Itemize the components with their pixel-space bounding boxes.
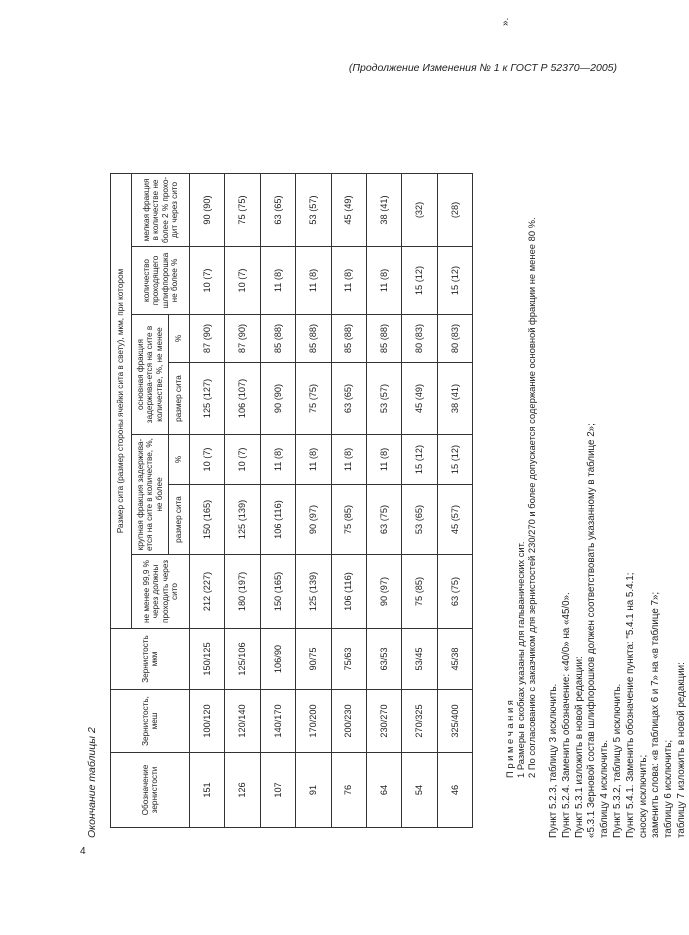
- edit-line: заменить слова: «в таблицах 6 и 7» на «в таблице 7»;: [650, 591, 662, 838]
- table-cell: 63/53: [366, 629, 401, 690]
- table-cell: 100/120: [190, 690, 225, 753]
- table-cell: 106 (107): [225, 363, 260, 435]
- table-cell: 125 (139): [296, 555, 331, 629]
- table-cell: 212 (227): [190, 555, 225, 629]
- edit-line: Пункт 5.2.4. Заменить обозначение: «40/0» на «45/0».: [560, 592, 572, 838]
- table-cell: 45 (57): [437, 485, 472, 555]
- edit-line: Пункт 5.2.3, таблицу 3 исключить.: [548, 683, 559, 838]
- table-cell: 85 (88): [260, 315, 295, 363]
- table-cell: 120/140: [225, 690, 260, 753]
- table-cell: 180 (197): [225, 555, 260, 629]
- note-1: 1 Размеры в скобках указаны для гальванических сит.: [515, 541, 527, 778]
- table-cell: 45 (49): [331, 174, 366, 247]
- table-cell: 11 (8): [331, 247, 366, 315]
- table-cell: 45 (49): [402, 363, 437, 435]
- table-cell: 151: [190, 753, 225, 828]
- table-cell: 90 (97): [296, 485, 331, 555]
- edit-line: сноску исключить;: [637, 754, 649, 838]
- col-header-grit-mesh: Зернистость, меш: [111, 690, 190, 753]
- col-header-main-pct: %: [169, 315, 190, 363]
- col-header-fine-fraction: мелкая фракция в количестве не более 2 % прохо-дит через сито: [132, 174, 190, 247]
- table-cell: 38 (41): [366, 174, 401, 247]
- table-cell: 15 (12): [402, 435, 437, 485]
- table-cell: 125 (139): [225, 485, 260, 555]
- table-row: [402, 174, 437, 828]
- table-cell: 53 (65): [402, 485, 437, 555]
- edit-line: Пункт 5.3.2, таблицу 5 исключить.: [611, 683, 623, 838]
- note-2: 2 По согласованию с заказчиком для зернистостей 230/270 и более допускается содержание основной фракции не менее 80 %.: [526, 217, 538, 778]
- table-cell: 10 (7): [225, 247, 260, 315]
- table-cell: 63 (75): [366, 485, 401, 555]
- table-notes: [504, 217, 538, 778]
- table-cell: 10 (7): [190, 435, 225, 485]
- edit-line: таблицу 7 изложить в новой редакции:: [675, 662, 687, 838]
- table-cell: 325/400: [437, 690, 472, 753]
- table-cell: 90 (97): [366, 555, 401, 629]
- table-cell: 11 (8): [296, 247, 331, 315]
- table-row: [437, 174, 472, 828]
- col-header-passing-amount: количество проходящего шлифпорошка не более %: [132, 247, 190, 315]
- table-cell: 200/230: [331, 690, 366, 753]
- table-cell: 170/200: [296, 690, 331, 753]
- table-cell: 125/106: [225, 629, 260, 690]
- table-cell: 75 (75): [225, 174, 260, 247]
- table-cell: 107: [260, 753, 295, 828]
- table-cell: 76: [331, 753, 366, 828]
- table-row: [190, 174, 225, 828]
- notes-heading: П р и м е ч а н и я: [504, 700, 515, 778]
- table-row: [296, 174, 331, 828]
- col-header-main-fraction: основная фракция задержива-ется на сите в количестве, %, не менее: [132, 315, 169, 435]
- table-cell: 87 (90): [190, 315, 225, 363]
- table-cell: 45/38: [437, 629, 472, 690]
- table-cell: (28): [437, 174, 472, 247]
- amendment-text: [548, 423, 689, 838]
- edit-line: Пункт 5.3.1 изложить в новой редакции:: [573, 656, 585, 838]
- col-header-coarse-pct: %: [169, 435, 190, 485]
- table-cell: 75 (75): [296, 363, 331, 435]
- grain-size-table: [110, 173, 473, 828]
- closing-quote: ».: [500, 17, 511, 26]
- edit-line: «5.3.1 Зерновой состав шлифпорошков должен соответствовать указанному в таблице 2»;: [586, 423, 598, 838]
- table-cell: 87 (90): [225, 315, 260, 363]
- table-cell: 46: [437, 753, 472, 828]
- table-cell: 75 (85): [402, 555, 437, 629]
- table-cell: 106/90: [260, 629, 295, 690]
- table-body: [190, 174, 473, 828]
- table-cell: 11 (8): [296, 435, 331, 485]
- table-cell: 15 (12): [402, 247, 437, 315]
- table-cell: 80 (83): [437, 315, 472, 363]
- col-header-coarse-fraction: крупная фракция задержива-ется на сите в количестве, %, не более: [132, 435, 169, 555]
- table-cell: 53/45: [402, 629, 437, 690]
- table-cell: 270/325: [402, 690, 437, 753]
- edit-line: таблицу 6 исключить;: [663, 739, 675, 838]
- table-cell: 11 (8): [331, 435, 366, 485]
- table-cell: 15 (12): [437, 435, 472, 485]
- table-cell: 85 (88): [366, 315, 401, 363]
- page-header: (Продолжение Изменения № 1 к ГОСТ Р 52370—2005): [348, 62, 617, 74]
- edit-line: Пункт 5.4.1. Заменить обозначение пункта: "5.4.1 на 5.4.1;: [624, 572, 636, 838]
- table-cell: 38 (41): [437, 363, 472, 435]
- table-cell: 63 (65): [260, 174, 295, 247]
- table-row: [260, 174, 295, 828]
- table-cell: 11 (8): [260, 247, 295, 315]
- col-header-sieve-group: Размер сита (размер стороны ячейки сита в свету), мкм, при котором: [111, 174, 132, 629]
- table-cell: 80 (83): [402, 315, 437, 363]
- table-cell: 11 (8): [366, 247, 401, 315]
- table-cell: 126: [225, 753, 260, 828]
- table-cell: 53 (57): [296, 174, 331, 247]
- table-cell: 10 (7): [225, 435, 260, 485]
- table-cell: 106 (116): [331, 555, 366, 629]
- table-cell: (32): [402, 174, 437, 247]
- table-cell: 150 (165): [260, 555, 295, 629]
- col-header-coarse-sieve-size: размер сита: [169, 485, 190, 555]
- table-cell: 90 (90): [260, 363, 295, 435]
- table-cell: 63 (75): [437, 555, 472, 629]
- table-cell: 150/125: [190, 629, 225, 690]
- table-cell: 90/75: [296, 629, 331, 690]
- col-header-designation: Обозначение зернистости: [111, 753, 190, 828]
- table-cell: 140/170: [260, 690, 295, 753]
- table-cell: 85 (88): [296, 315, 331, 363]
- table-cell: 91: [296, 753, 331, 828]
- col-header-min-999: не менее 99,9 % через должны проходить через сито: [132, 555, 190, 629]
- table-cell: 106 (116): [260, 485, 295, 555]
- table-cell: 53 (57): [366, 363, 401, 435]
- table-cell: 11 (8): [366, 435, 401, 485]
- table-cell: 64: [366, 753, 401, 828]
- col-header-main-sieve-size: размер сита: [169, 363, 190, 435]
- table-cell: 90 (90): [190, 174, 225, 247]
- table-cell: 75 (85): [331, 485, 366, 555]
- table-cell: 15 (12): [437, 247, 472, 315]
- table-cell: 11 (8): [260, 435, 295, 485]
- table-cell: 75/63: [331, 629, 366, 690]
- col-header-grit-um: Зернистость мкм: [111, 629, 190, 690]
- table-cell: 230/270: [366, 690, 401, 753]
- table-cell: 85 (88): [331, 315, 366, 363]
- table-cell: 125 (127): [190, 363, 225, 435]
- edit-line: таблицу 4 исключить.: [599, 739, 611, 838]
- table-row: [225, 174, 260, 828]
- table-cell: 54: [402, 753, 437, 828]
- continuation-title: Окончание таблицы 2: [86, 727, 98, 838]
- table-cell: 63 (65): [331, 363, 366, 435]
- table-row: [331, 174, 366, 828]
- table-cell: 10 (7): [190, 247, 225, 315]
- table-row: [366, 174, 401, 828]
- page-number: 4: [80, 846, 86, 857]
- table-cell: 150 (165): [190, 485, 225, 555]
- rotated-content: [86, 8, 687, 838]
